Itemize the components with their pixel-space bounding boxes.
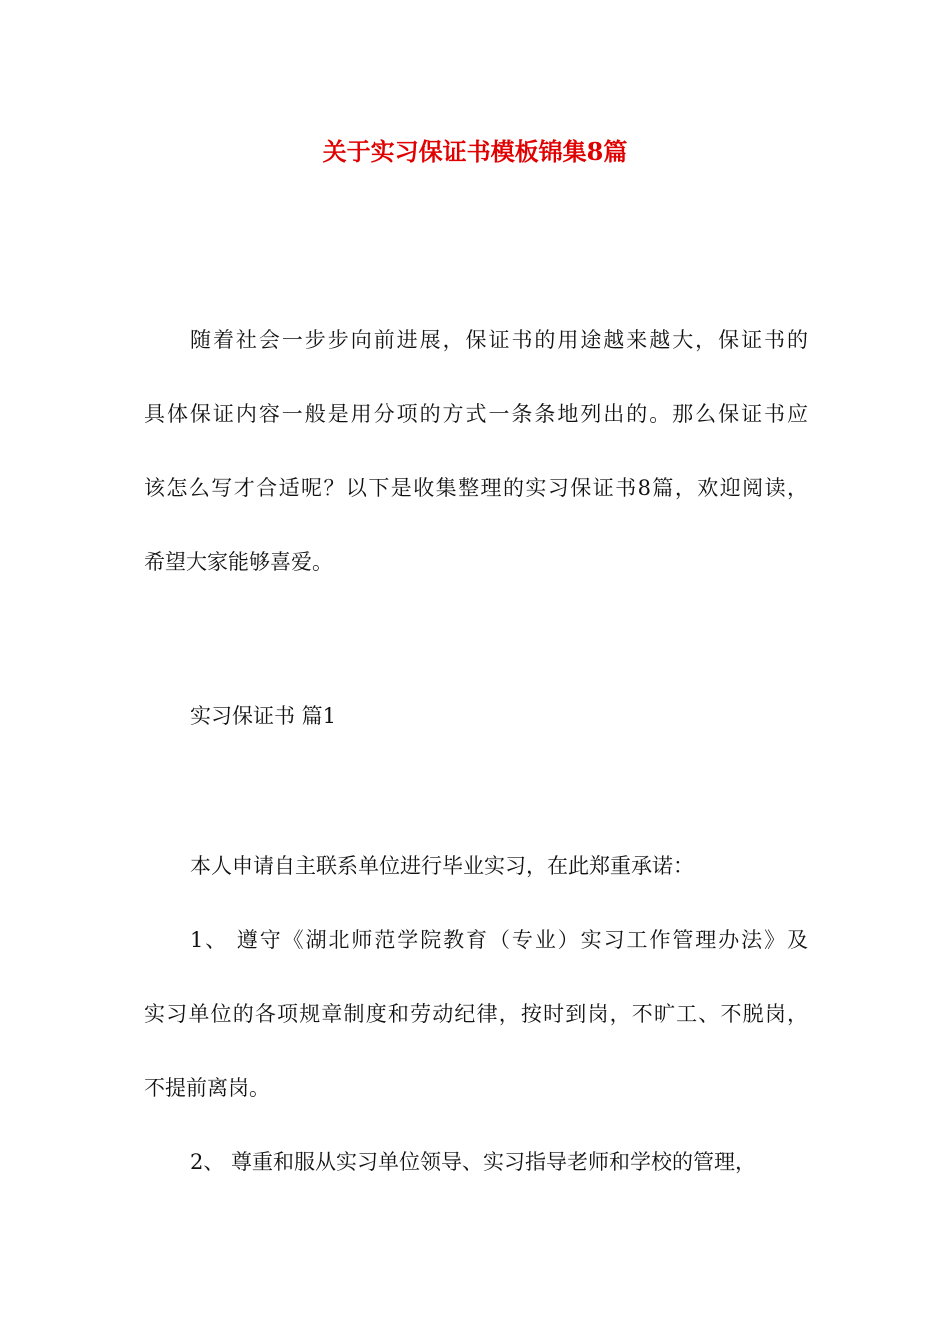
item-1-line-3: 不提前离岗。 xyxy=(144,1076,270,1100)
intro-line-2: 具体保证内容一般是用分项的方式一条条地列出的。那么保证书应 xyxy=(144,402,808,426)
section-heading: 实习保证书 篇1 xyxy=(190,704,337,728)
commitment-statement: 本人申请自主联系单位进行毕业实习，在此郑重承诺： xyxy=(190,854,694,878)
intro-line-4: 希望大家能够喜爱。 xyxy=(144,550,333,574)
item-2-line-1: 2、 尊重和服从实习单位领导、实习指导老师和学校的管理， xyxy=(190,1150,757,1174)
item-1-line-1: 1、 遵守《湖北师范学院教育（专业）实习工作管理办法》及 xyxy=(190,928,808,952)
document-title: 关于实习保证书模板锦集8篇 xyxy=(322,137,628,166)
intro-line-1: 随着社会一步步向前进展，保证书的用途越来越大，保证书的 xyxy=(190,328,808,352)
intro-line-3: 该怎么写才合适呢？以下是收集整理的实习保证书8篇，欢迎阅读， xyxy=(144,476,808,500)
item-1-line-2: 实习单位的各项规章制度和劳动纪律，按时到岗，不旷工、不脱岗， xyxy=(144,1002,808,1026)
